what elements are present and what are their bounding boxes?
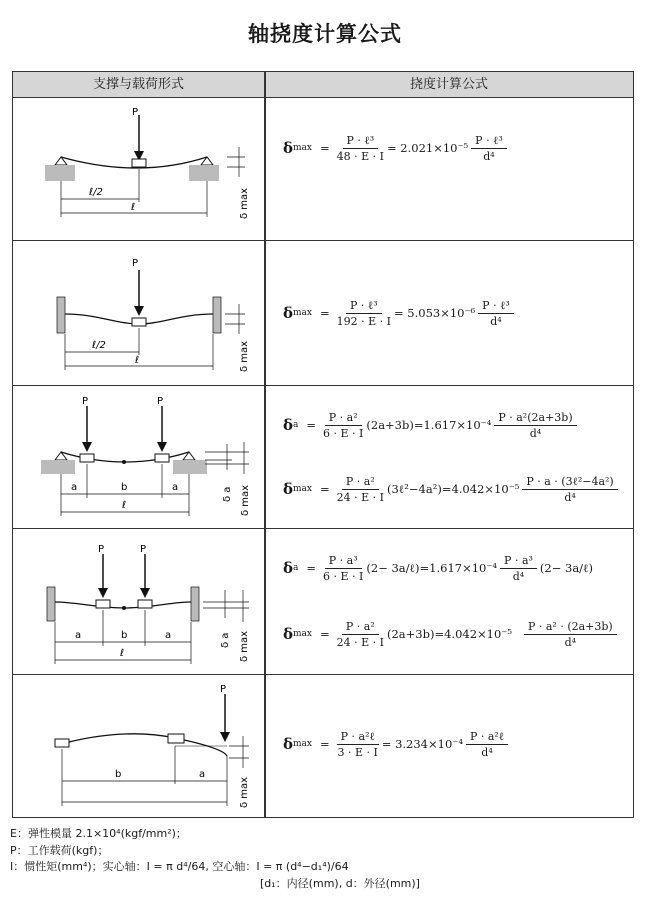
fraction-numerator: P · ℓ³	[471, 134, 507, 149]
formula-table	[12, 71, 634, 818]
load-label-p: P	[140, 544, 147, 555]
formula-lhs: max	[293, 739, 312, 749]
fraction-numerator: P · a²ℓ	[466, 730, 508, 745]
notes	[10, 826, 420, 892]
half-length-label: ℓ/2	[92, 340, 106, 351]
fraction-denominator: d⁴	[483, 149, 495, 163]
column-divider	[264, 72, 266, 817]
formula-lhs: max	[293, 308, 312, 318]
fraction-numerator: P · a²ℓ	[337, 730, 379, 745]
delta-symbol: δ	[283, 480, 294, 498]
delta-a-label: δ a	[222, 486, 233, 502]
formula-row-5: δ max = $\frac{\text{P · a²ℓ}}{3 \cdot E \cdot I}$ = 3.234×10⁻⁴ $\frac{\text{P · a²ℓ}}{\text{d⁴}}$	[283, 726, 511, 762]
delta-symbol: δ	[283, 139, 294, 157]
coefficient: = 3.234×10⁻⁴	[381, 737, 463, 751]
formula-row-4: δ a = $\frac{\text{P · a³}}{6 \cdot E \cdot I}$ (2− 3a/ℓ)=1.617×10⁻⁴ $\frac{\text{P · a³}}{\text{d⁴}}$ (2− 3a/ℓ) δ max = $\frac{\text{P · a²}}{24 \cdot E \cdot I}$ (2a+3b)=4.042×10⁻⁵ $\frac{\text{P · a² · (2a+3b)}}{\text{d⁴}}$	[283, 550, 620, 652]
load-label-p: P	[132, 258, 139, 269]
row-divider	[13, 528, 633, 529]
fraction-denominator: 6 · E · I	[323, 569, 364, 583]
formula-lhs: max	[293, 143, 312, 153]
load-label-p: P	[98, 544, 105, 555]
fraction-denominator: 192 · E · I	[336, 314, 391, 328]
diagram-simple-two-loads	[27, 394, 252, 524]
length-label: ℓ	[120, 648, 125, 659]
fraction-numerator: P · ℓ³	[343, 134, 379, 149]
load-label-p: P	[132, 107, 139, 118]
load-label-p: P	[220, 684, 227, 695]
delta-max-label: δ max	[239, 776, 250, 808]
fraction-denominator: 24 · E · I	[336, 490, 384, 504]
diagram-simple-center-load	[27, 107, 252, 232]
fraction-denominator: d⁴	[564, 635, 577, 649]
formula-lhs: a	[293, 420, 299, 430]
fraction-denominator: d⁴	[490, 314, 502, 328]
coefficient: (2− 3a/ℓ)=1.617×10⁻⁴	[366, 561, 498, 575]
note-line: E：弹性模量 2.1×10⁴(kgf/mm²)；	[10, 827, 187, 840]
table-header	[13, 72, 633, 98]
delta-symbol: δ	[283, 416, 294, 434]
a-label: a	[71, 482, 78, 493]
formula-lhs: a	[293, 563, 299, 573]
b-label: b	[115, 769, 122, 780]
fraction-numerator: P · a²	[325, 411, 362, 426]
formula-lhs: max	[293, 629, 312, 639]
delta-symbol: δ	[283, 735, 294, 753]
fraction-denominator: 24 · E · I	[336, 635, 384, 649]
a-label: a	[75, 630, 82, 641]
coefficient: = 2.021×10⁻⁵	[387, 141, 469, 155]
length-label: ℓ	[135, 355, 140, 366]
row-divider	[13, 674, 633, 675]
fraction-denominator: d⁴	[481, 745, 493, 759]
row-divider	[13, 240, 633, 241]
coefficient: (2a+3b)=4.042×10⁻⁵	[387, 627, 512, 641]
formula-row-1: δ max = $\frac{\text{P · ℓ³}}{48 \cdot E \cdot I}$ = 2.021×10⁻⁵ $\frac{\text{P · ℓ³}}{\text{d⁴}}$	[283, 130, 510, 166]
fraction-numerator: P · a³	[325, 554, 362, 569]
diagram-fixed-center-load	[27, 252, 252, 377]
fraction-numerator: P · a²(2a+3b)	[494, 411, 576, 426]
length-label: ℓ	[131, 202, 136, 213]
fraction-numerator: P · a²	[342, 475, 379, 490]
fraction-denominator: 3 · E · I	[337, 745, 378, 759]
header-formula: 挠度计算公式	[409, 77, 488, 92]
header-support-type: 支撑与载荷形式	[92, 77, 184, 92]
fraction-numerator: P · ℓ³	[346, 299, 382, 314]
formula-lhs: max	[293, 484, 312, 494]
fraction-numerator: P · a · (3ℓ²−4a²)	[522, 475, 617, 490]
delta-symbol: δ	[283, 304, 294, 322]
formula-row-3: δ a = $\frac{\text{P · a²}}{6 \cdot E \cdot I}$ (2a+3b)=1.617×10⁻⁴ $\frac{\text{P · a²(2a+3b)}}{\text{d⁴}}$ δ max = $\frac{\text{P · a²}}{24 \cdot E \cdot I}$ (3ℓ²−4a²)=4.042×10⁻⁵ $\frac{\text{P · a · (3ℓ²−4a²)}}{\text{d⁴}}$	[283, 407, 621, 507]
diagram-overhang-load	[27, 684, 252, 814]
fraction-denominator: d⁴	[564, 490, 576, 504]
fraction-numerator: P · a² · (2a+3b)	[524, 620, 617, 635]
page-title: 轴挠度计算公式	[248, 22, 402, 46]
delta-max-label: δ max	[239, 187, 250, 219]
fraction-numerator: P · a³	[500, 554, 537, 569]
b-label: b	[121, 630, 128, 641]
note-line: P：工作载荷(kgf)；	[10, 843, 109, 857]
diagram-fixed-two-loads	[27, 542, 252, 672]
delta-symbol: δ	[283, 559, 294, 577]
a-label: a	[172, 482, 179, 493]
note-line: I：惯性矩(mm⁴)；实心轴：I = π d⁴/64, 空心轴：I = π (d⁴−d₁⁴)/64	[10, 860, 349, 873]
a-label: a	[199, 769, 206, 780]
fraction-denominator: 48 · E · I	[336, 149, 384, 163]
load-label-p: P	[157, 396, 164, 407]
length-label: ℓ	[122, 500, 127, 511]
delta-a-label: δ a	[220, 632, 231, 648]
delta-max-label: δ max	[240, 484, 251, 516]
delta-symbol: δ	[283, 625, 294, 643]
formula-row-2: δ max = $\frac{\text{P · ℓ³}}{192 \cdot E \cdot I}$ = 5.053×10⁻⁶ $\frac{\text{P · ℓ³}}{\text{d⁴}}$	[283, 295, 517, 331]
coefficient: (3ℓ²−4a²)=4.042×10⁻⁵	[387, 482, 520, 496]
load-label-p: P	[82, 396, 89, 407]
fraction-numerator: P · a²	[342, 620, 379, 635]
formula-tail: (2− 3a/ℓ)	[539, 561, 594, 575]
a-label: a	[165, 630, 172, 641]
note-line: [d₁：内径(mm), d：外径(mm)]	[260, 876, 420, 890]
coefficient: (2a+3b)=1.617×10⁻⁴	[366, 418, 492, 432]
half-length-label: ℓ/2	[89, 187, 103, 198]
delta-max-label: δ max	[239, 340, 250, 372]
fraction-denominator: d⁴	[512, 569, 525, 583]
fraction-denominator: d⁴	[529, 426, 542, 440]
fraction-denominator: 6 · E · I	[323, 426, 364, 440]
fraction-numerator: P · ℓ³	[478, 299, 514, 314]
coefficient: = 5.053×10⁻⁶	[394, 306, 476, 320]
b-label: b	[121, 482, 128, 493]
row-divider	[13, 385, 633, 386]
delta-max-label: δ max	[239, 630, 250, 662]
